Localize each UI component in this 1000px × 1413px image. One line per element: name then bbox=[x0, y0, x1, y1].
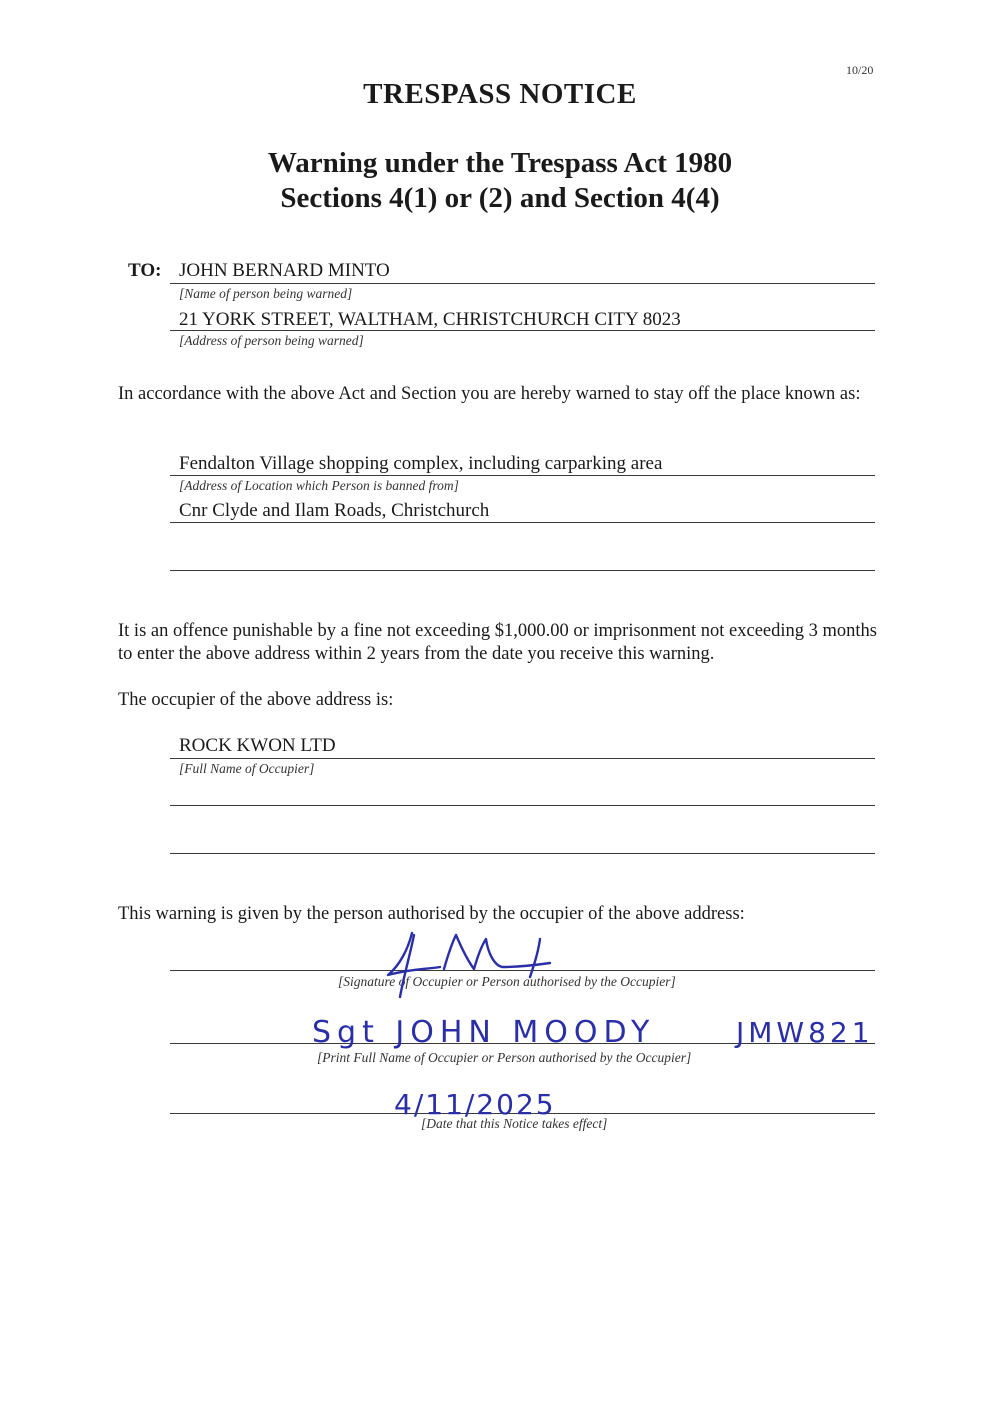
print-name-caption: [Print Full Name of Occupier or Person authorised by the Occupier] bbox=[317, 1050, 692, 1065]
occupier-blank-rule-2 bbox=[170, 853, 875, 854]
handwritten-date-text: 4/11/2025 bbox=[394, 1088, 556, 1121]
location-line1: Fendalton Village shopping complex, including carparking area bbox=[179, 453, 663, 474]
page-title: TRESPASS NOTICE bbox=[363, 78, 637, 110]
person-name-line bbox=[170, 283, 875, 284]
person-name-caption: [Name of person being warned] bbox=[179, 286, 353, 301]
to-label: TO: bbox=[128, 260, 162, 281]
location-line1-rule bbox=[170, 475, 875, 476]
occupier-name-rule bbox=[170, 758, 875, 759]
handwritten-print-name bbox=[308, 1008, 888, 1052]
handwritten-signature bbox=[370, 925, 570, 1000]
subtitle-sections: Sections 4(1) or (2) and Section 4(4) bbox=[280, 182, 720, 214]
signature-caption: [Signature of Occupier or Person authorised by the Occupier] bbox=[338, 974, 676, 989]
location-line2-rule bbox=[170, 522, 875, 523]
subtitle-act: Warning under the Trespass Act 1980 bbox=[267, 147, 733, 179]
person-name: JOHN BERNARD MINTO bbox=[179, 260, 390, 281]
location-blank-rule bbox=[170, 570, 875, 571]
person-address-line bbox=[170, 330, 875, 331]
warning-paragraph: In accordance with the above Act and Section you are hereby warned to stay off the place known as: bbox=[118, 384, 861, 404]
occupier-caption: [Full Name of Occupier] bbox=[179, 761, 315, 776]
occupier-name: ROCK KWON LTD bbox=[179, 735, 336, 756]
authorisation-paragraph: This warning is given by the person authorised by the occupier of the above address: bbox=[118, 904, 745, 924]
location-line2: Cnr Clyde and Ilam Roads, Christchurch bbox=[179, 500, 490, 521]
offence-paragraph: It is an offence punishable by a fine not exceeding $1,000.00 or imprisonment not exceeding 3 months to enter the above address within 2 years from the date you receive this warning. bbox=[118, 621, 878, 664]
page-number: 10/20 bbox=[846, 63, 874, 77]
date-caption: [Date that this Notice takes effect] bbox=[421, 1116, 608, 1131]
location-caption: [Address of Location which Person is banned from] bbox=[179, 478, 459, 493]
handwritten-print-name-text: Sgt JOHN MOODY bbox=[312, 1015, 656, 1050]
handwritten-id-number: JMW821 bbox=[736, 1016, 874, 1049]
occupier-intro: The occupier of the above address is: bbox=[118, 690, 394, 710]
person-address: 21 YORK STREET, WALTHAM, CHRISTCHURCH CITY 8023 bbox=[179, 309, 681, 330]
person-address-caption: [Address of person being warned] bbox=[179, 333, 364, 348]
occupier-blank-rule-1 bbox=[170, 805, 875, 806]
handwritten-date bbox=[390, 1080, 580, 1130]
